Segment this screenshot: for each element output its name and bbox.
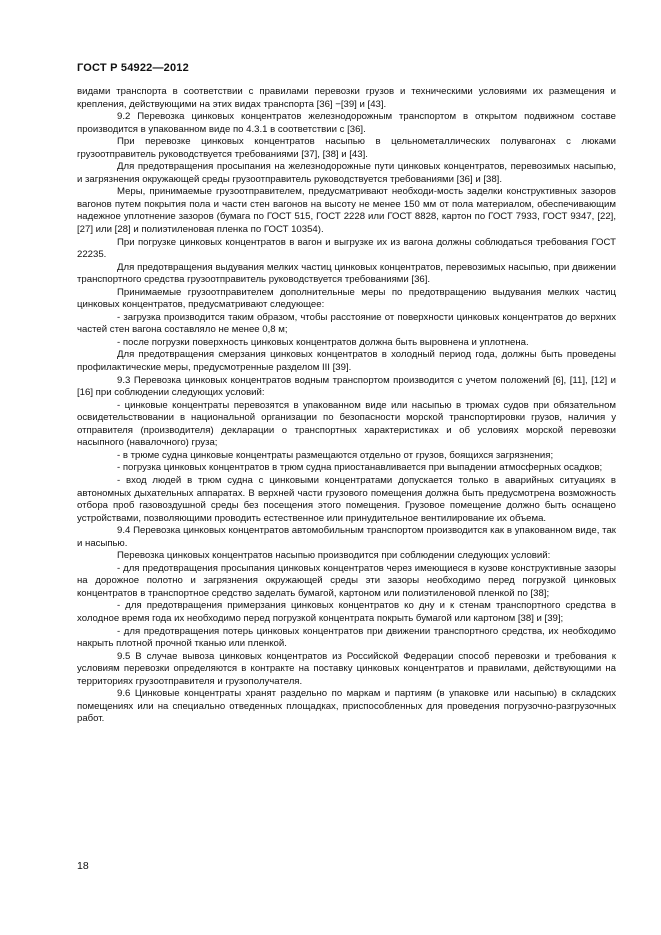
paragraph: Принимаемые грузоотправителем дополнительные меры по предотвращению выдувания мелких частиц цинковых концентратов, предусматривают следующее: bbox=[77, 286, 616, 311]
list-item: - цинковые концентраты перевозятся в упакованном виде или насыпью в трюмах судов при обязательном освидетельствовании в национальной организации по безопасности морской транспортировки грузов, наличия у отправителя (производителя) декларации о транспортных характеристиках и об условиях морской перевозки насыпного (навалочного) груза; bbox=[77, 399, 616, 449]
paragraph: 9.5 В случае вывоза цинковых концентратов из Российской Федерации способ перевозки и требования к условиям перевозки определяются в контракте на поставку цинковых концентратов и правилами, действующими на территориях грузоотправителя и грузополучателя. bbox=[77, 650, 616, 687]
paragraph: 9.6 Цинковые концентраты хранят раздельно по маркам и партиям (в упаковке или насыпью) в складских помещениях или на специально отведенных площадках, приспособленных для проведения погрузочно-разгрузочных работ. bbox=[77, 688, 616, 725]
list-item: - погрузка цинковых концентратов в трюм судна приостанавливается при выпадении атмосферных осадков; bbox=[117, 462, 603, 474]
list-item: - загрузка производится таким образом, чтобы расстояние от поверхности цинковых концентратов до верхних частей стен вагона составляло не менее 0,8 м; bbox=[77, 311, 616, 336]
paragraph: Для предотвращения выдувания мелких частиц цинковых концентратов, перевозимых насыпью, при движении транспортного средства грузоотправитель руководствуется требованиями [36]. bbox=[77, 261, 616, 286]
list-item: - после погрузки поверхность цинковых концентратов должна быть выровнена и уплотнена. bbox=[117, 336, 529, 348]
list-item: - для предотвращения потерь цинковых концентратов при движении транспортного средства, их необходимо накрыть плотной прочной тканью или пленкой. bbox=[77, 625, 616, 650]
paragraph: Меры, принимаемые грузоотправителем, предусматривают необходи-мость заделки конструктивных зазоров вагонов путем покрытия пола и части стен вагонов на высоту не менее 150 мм от пола материалом, обеспечивающим надежное уплотнение зазоров (бумага по ГОСТ 515, ГОСТ 2228 или ГОСТ 8828, картон по ГОСТ 7933, ГОСТ 9347, [22], [27] или [28] и полиэтиленовая пленка по ГОСТ 10354). bbox=[77, 186, 616, 236]
list-item: - для предотвращения примерзания цинковых концентратов ко дну и к стенам транспортного средства в холодное время года их необходимо перед погрузкой концентрата покрыть бумагой или картоном [38] и [39]; bbox=[77, 600, 616, 624]
page-number: 18 bbox=[77, 860, 89, 872]
paragraph: видами транспорта в соответствии с правилами перевозки грузов и техническими условиями их размещения и крепления, действующими на этих видах транспорта [36] −[39] и [43]. bbox=[77, 86, 616, 110]
paragraph: При перевозке цинковых концентратов насыпью в цельнометаллических полувагонах с люками грузоотправитель руководствуется требованиями [37], [38] и [43]. bbox=[77, 136, 616, 160]
paragraph: 9.2 Перевозка цинковых концентратов железнодорожным транспортом в открытом подвижном составе производится в упакованном виде по 4.3.1 в соответствии с [36]. bbox=[77, 111, 616, 135]
document-body bbox=[77, 86, 616, 726]
paragraph: Для предотвращения смерзания цинковых концентратов в холодный период года, должны быть проведены профилактические меры, предусмотренные разделом III [39]. bbox=[77, 349, 616, 374]
list-item: - в трюме судна цинковые концентраты размещаются отдельно от грузов, боящихся загрязнения; bbox=[117, 449, 554, 461]
document-header: ГОСТ Р 54922—2012 bbox=[77, 62, 189, 74]
paragraph: 9.3 Перевозка цинковых концентратов водным транспортом производится с учетом положений [6], [11], [12] и [16] при соблюдении следующих условий: bbox=[77, 374, 616, 399]
paragraph: 9.4 Перевозка цинковых концентратов автомобильным транспортом производится как в упакованном виде, так и насыпью. bbox=[77, 525, 616, 549]
paragraph: Перевозка цинковых концентратов насыпью производится при соблюдении следующих условий: bbox=[117, 550, 551, 562]
list-item: - вход людей в трюм судна с цинковыми концентратами допускается только в аварийных ситуациях в автономных дыхательных аппаратах. В верхней части грузового помещения должна быть предусмотрена возможность отбора проб газовоздушной среды без посещения этого помещения. Грузовое помещение должно быть оснащено устройствами, позволяющими проводить естественное или принудительное вентилирование их объема. bbox=[77, 474, 616, 524]
paragraph: При погрузке цинковых концентратов в вагон и выгрузке их из вагона должны соблюдаться требования ГОСТ 22235. bbox=[77, 236, 616, 261]
paragraph: Для предотвращения просыпания на железнодорожные пути цинковых концентратов, перевозимых насыпью, и загрязнения окружающей среды грузоотправитель руководствуется требованиями [36] и [38]. bbox=[77, 161, 616, 185]
list-item: - для предотвращения просыпания цинковых концентратов через имеющиеся в кузове конструктивные зазоры на дорожное полотно и загрязнения окружающей среды эти зазоры необходимо перед погрузкой цинковых концентратов в транспортное средство заделать бумагой, картоном или полиэтиленовой пленкой по [38]; bbox=[77, 562, 616, 599]
